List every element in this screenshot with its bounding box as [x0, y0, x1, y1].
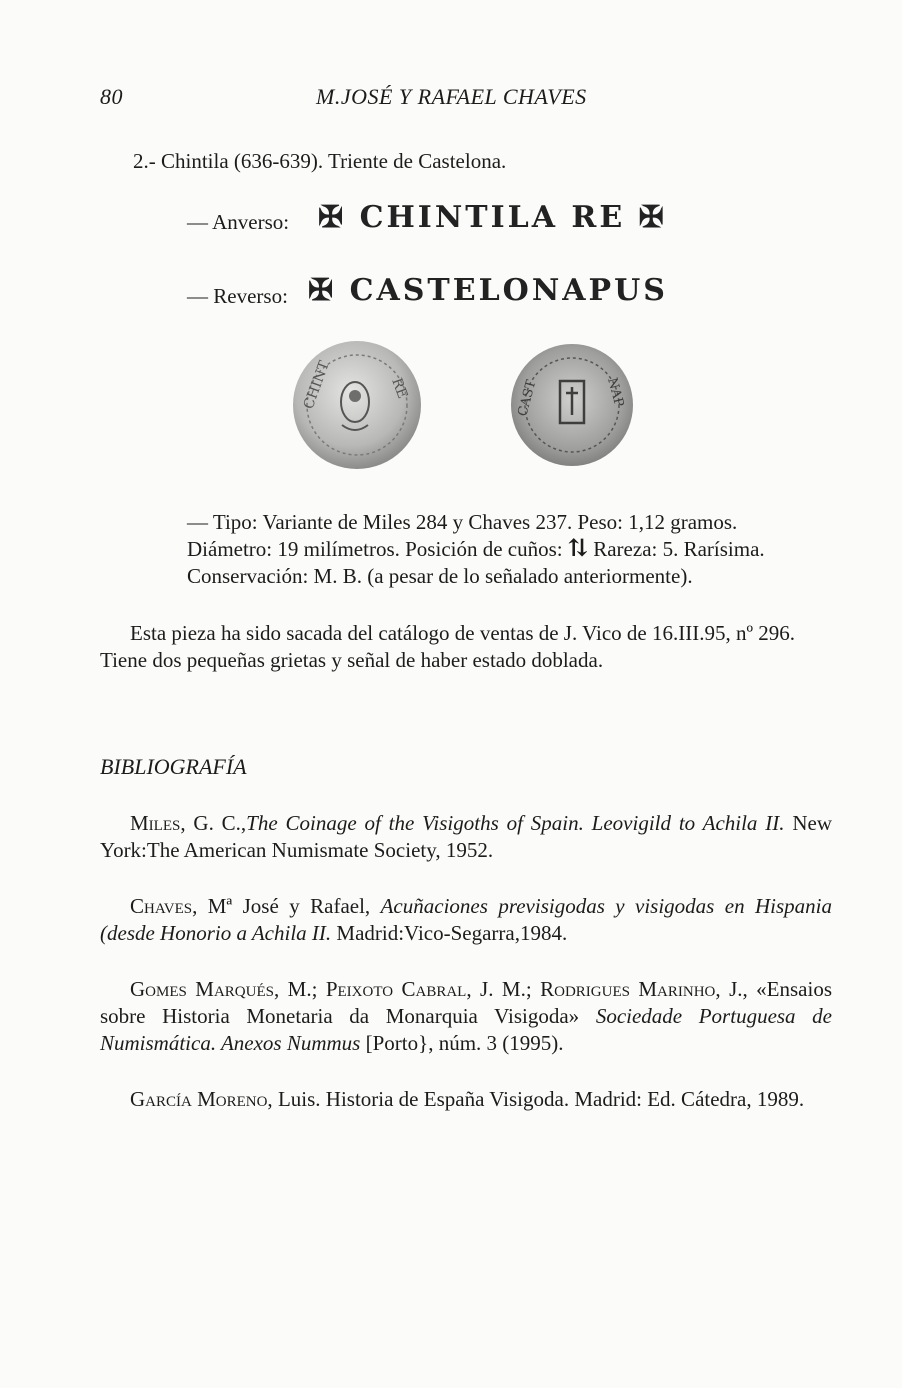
bib-rest: [Porto}, núm. 3 (1995). [365, 1031, 564, 1055]
bib-text: M.; [287, 977, 318, 1001]
bib-rest: Luis. Historia de España Visigoda. Madrid: Ed. Cátedra, 1989. [277, 1087, 805, 1111]
note-line-1: Esta pieza ha sido sacada del catálogo de ventas de J. Vico de 16.III.95, nº 296. [130, 621, 795, 645]
bib-author: Gomes Marqués, [130, 977, 280, 1001]
bib-author: Miles, G. C., [130, 811, 247, 835]
svg-text:NAP: NAP [604, 376, 627, 409]
reverso-label: — Reverso: [187, 284, 288, 308]
description-line-1: — Tipo: Variante de Miles 284 y Chaves 237. Peso: 1,12 gramos. [187, 510, 738, 534]
bib-text: J., «Ensaios [729, 977, 833, 1001]
svg-text:CHINT: CHINT [300, 358, 333, 412]
bib-entry-garcia [130, 1086, 804, 1112]
bib-author: Peixoto Cabral, [325, 977, 472, 1001]
bib-rest: New [792, 811, 832, 835]
running-title: M.JOSÉ Y RAFAEL CHAVES [316, 84, 587, 109]
bib-entry-miles-line-1 [130, 810, 832, 836]
description-diameter: Diámetro: 19 milímetros. Posición de cuños: [187, 537, 563, 561]
anverso-inscription: ✠ CHINTILA RE ✠ [318, 200, 667, 235]
bib-text: sobre Historia Monetaria da Monarquia Visigoda» [100, 1004, 580, 1028]
bib-entry-chaves-line-1 [130, 893, 832, 919]
bib-text: J. M.; [480, 977, 532, 1001]
bib-entry-gomes-line-1 [130, 976, 832, 1002]
bib-rest: Madrid:Vico-Segarra,1984. [336, 921, 568, 945]
bib-title: Numismática. Anexos Nummus [100, 1031, 361, 1055]
coin-obverse-image [292, 340, 422, 470]
die-axis-icon: ⇅ [567, 536, 588, 562]
reverso-inscription: ✠ CASTELONAPUS [308, 273, 668, 308]
bib-entry-gomes-line-2 [100, 1003, 832, 1029]
page-number: 80 [100, 84, 123, 109]
coin-reverse-image [510, 343, 634, 467]
bib-title: (desde Honorio a Achila II. [100, 921, 332, 945]
bib-title: Acuñaciones previsigodas y visigodas en Hispania [380, 894, 833, 918]
anverso-label: — Anverso: [187, 210, 290, 234]
description-rarity: Rareza: 5. Rarísima. [593, 537, 765, 561]
bibliography-heading: BIBLIOGRAFÍA [100, 754, 247, 779]
description-line-2 [187, 536, 765, 562]
bib-author: Rodrigues Marinho, [540, 977, 721, 1001]
svg-text:CAST: CAST [515, 378, 540, 419]
bib-entry-miles-line-2: York:The American Numismate Society, 1952. [100, 838, 494, 862]
bib-title: The Coinage of the Visigoths of Spain. Leovigild to Achila II. [246, 811, 785, 835]
bib-entry-chaves-line-2 [100, 920, 567, 946]
bib-text: Mª José y Rafael, [207, 894, 371, 918]
bib-author: García Moreno, [130, 1087, 273, 1111]
bib-title: Sociedade Portuguesa de [595, 1004, 832, 1028]
bib-author: Chaves, [130, 894, 198, 918]
item-title: 2.- Chintila (636-639). Triente de Castelona. [133, 149, 507, 173]
note-line-2: Tiene dos pequeñas grietas y señal de haber estado doblada. [100, 648, 604, 672]
description-line-3: Conservación: M. B. (a pesar de lo señalado anteriormente). [187, 564, 693, 588]
svg-text:RE: RE [388, 375, 411, 401]
bib-entry-gomes-line-3 [100, 1030, 564, 1056]
